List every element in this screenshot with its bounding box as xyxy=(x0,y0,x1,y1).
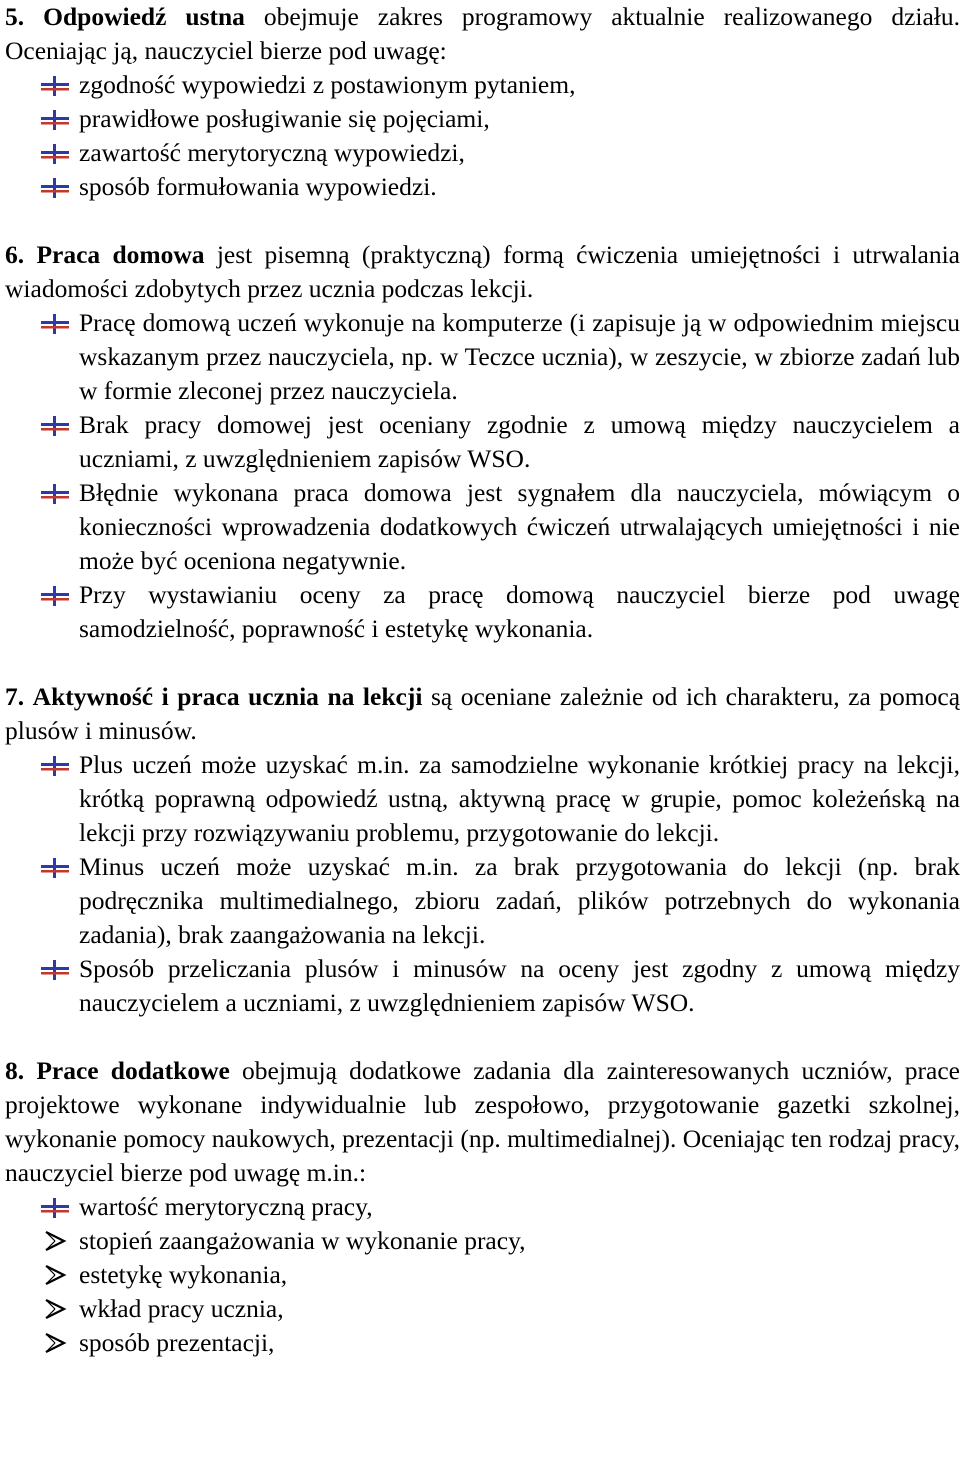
section-5-item: zgodność wypowiedzi z postawionym pytaniem, xyxy=(5,68,960,102)
bullet-icon xyxy=(41,960,69,980)
section-8-paragraph xyxy=(5,1054,960,1190)
section-6-item: Przy wystawianiu oceny za pracę domową nauczyciel bierze pod uwagę samodzielność, poprawność i estetykę wykonania. xyxy=(5,578,960,646)
section-7-number: 7. xyxy=(5,682,25,711)
section-8-number: 8. xyxy=(5,1056,25,1085)
section-5-paragraph xyxy=(5,0,960,68)
bullet-icon xyxy=(41,144,69,164)
section-5-number: 5. xyxy=(5,2,25,31)
arrow-bullet-icon xyxy=(43,1332,67,1354)
bullet-icon xyxy=(41,1198,69,1218)
section-8-item: wartość merytoryczną pracy, xyxy=(5,1190,960,1224)
section-7-paragraph xyxy=(5,680,960,748)
section-8-arrow-item: wkład pracy ucznia, xyxy=(5,1292,960,1326)
bullet-icon xyxy=(41,110,69,130)
bullet-icon xyxy=(41,756,69,776)
arrow-bullet-icon xyxy=(43,1298,67,1320)
section-8-arrow-item: estetykę wykonania, xyxy=(5,1258,960,1292)
bullet-icon xyxy=(41,484,69,504)
section-5-item: prawidłowe posługiwanie się pojęciami, xyxy=(5,102,960,136)
section-5-item: sposób formułowania wypowiedzi. xyxy=(5,170,960,204)
section-6-item: Pracę domową uczeń wykonuje na komputerze (i zapisuje ją w odpowiednim miejscu wskazanym przez nauczyciela, np. w Teczce ucznia), w zeszycie, w zbiorze zadań lub w formie zleconej przez nauczyciela. xyxy=(5,306,960,408)
section-6-item: Brak pracy domowej jest oceniany zgodnie z umową między nauczycielem a uczniami, z uwzględnieniem zapisów WSO. xyxy=(5,408,960,476)
section-5-item: zawartość merytoryczną wypowiedzi, xyxy=(5,136,960,170)
bullet-icon xyxy=(41,76,69,96)
section-7-title: Aktywność i praca ucznia na lekcji xyxy=(32,682,423,711)
section-8-arrow-item: sposób prezentacji, xyxy=(5,1326,960,1360)
bullet-icon xyxy=(41,178,69,198)
section-7-text: są oceniane zależnie od ich charakteru, za pomocą plusów i minusów. xyxy=(5,682,960,745)
bullet-icon xyxy=(41,416,69,436)
section-6-text: jest pisemną (praktyczną) formą ćwiczenia umiejętności i utrwalania wiadomości zdobytych przez ucznia podczas lekcji. xyxy=(5,240,960,303)
bullet-icon xyxy=(41,586,69,606)
section-7-item: Minus uczeń może uzyskać m.in. za brak przygotowania do lekcji (np. brak podręcznika multimedialnego, zbioru zadań, plików potrzebnych do wykonania zadania), brak zaangażowania na lekcji. xyxy=(5,850,960,952)
section-5-text: obejmuje zakres programowy aktualnie realizowanego działu. Oceniając ją, nauczyciel bierze pod uwagę: xyxy=(5,2,960,65)
section-5-title: Odpowiedź ustna xyxy=(43,2,245,31)
section-6-title: Praca domowa xyxy=(36,240,205,269)
section-7-item: Sposób przeliczania plusów i minusów na oceny jest zgodny z umową między nauczycielem a uczniami, z uwzględnieniem zapisów WSO. xyxy=(5,952,960,1020)
document-page xyxy=(5,0,960,1360)
section-6-item: Błędnie wykonana praca domowa jest sygnałem dla nauczyciela, mówiącym o konieczności wprowadzenia dodatkowych ćwiczeń utrwalających umiejętności i nie może być oceniona negatywnie. xyxy=(5,476,960,578)
section-7-item: Plus uczeń może uzyskać m.in. za samodzielne wykonanie krótkiej pracy na lekcji, krótką poprawną odpowiedź ustną, aktywną pracę w grupie, pomoc koleżeńską na lekcji przy rozwiązywaniu problemu, przygotowanie do lekcji. xyxy=(5,748,960,850)
section-8-text: obejmują dodatkowe zadania dla zainteresowanych uczniów, prace projektowe wykonane indywidualnie lub zespołowo, przygotowanie gazetki szkolnej, wykonanie pomocy naukowych, prezentacji (np. multimedialnej). Oceniając ten rodzaj pracy, nauczyciel bierze pod uwagę m.in.: xyxy=(5,1056,960,1187)
arrow-bullet-icon xyxy=(43,1230,67,1252)
section-8-title: Prace dodatkowe xyxy=(36,1056,230,1085)
section-6-paragraph xyxy=(5,238,960,306)
bullet-icon xyxy=(41,314,69,334)
bullet-icon xyxy=(41,858,69,878)
section-8-arrow-item: stopień zaangażowania w wykonanie pracy, xyxy=(5,1224,960,1258)
arrow-bullet-icon xyxy=(43,1264,67,1286)
section-6-number: 6. xyxy=(5,240,25,269)
